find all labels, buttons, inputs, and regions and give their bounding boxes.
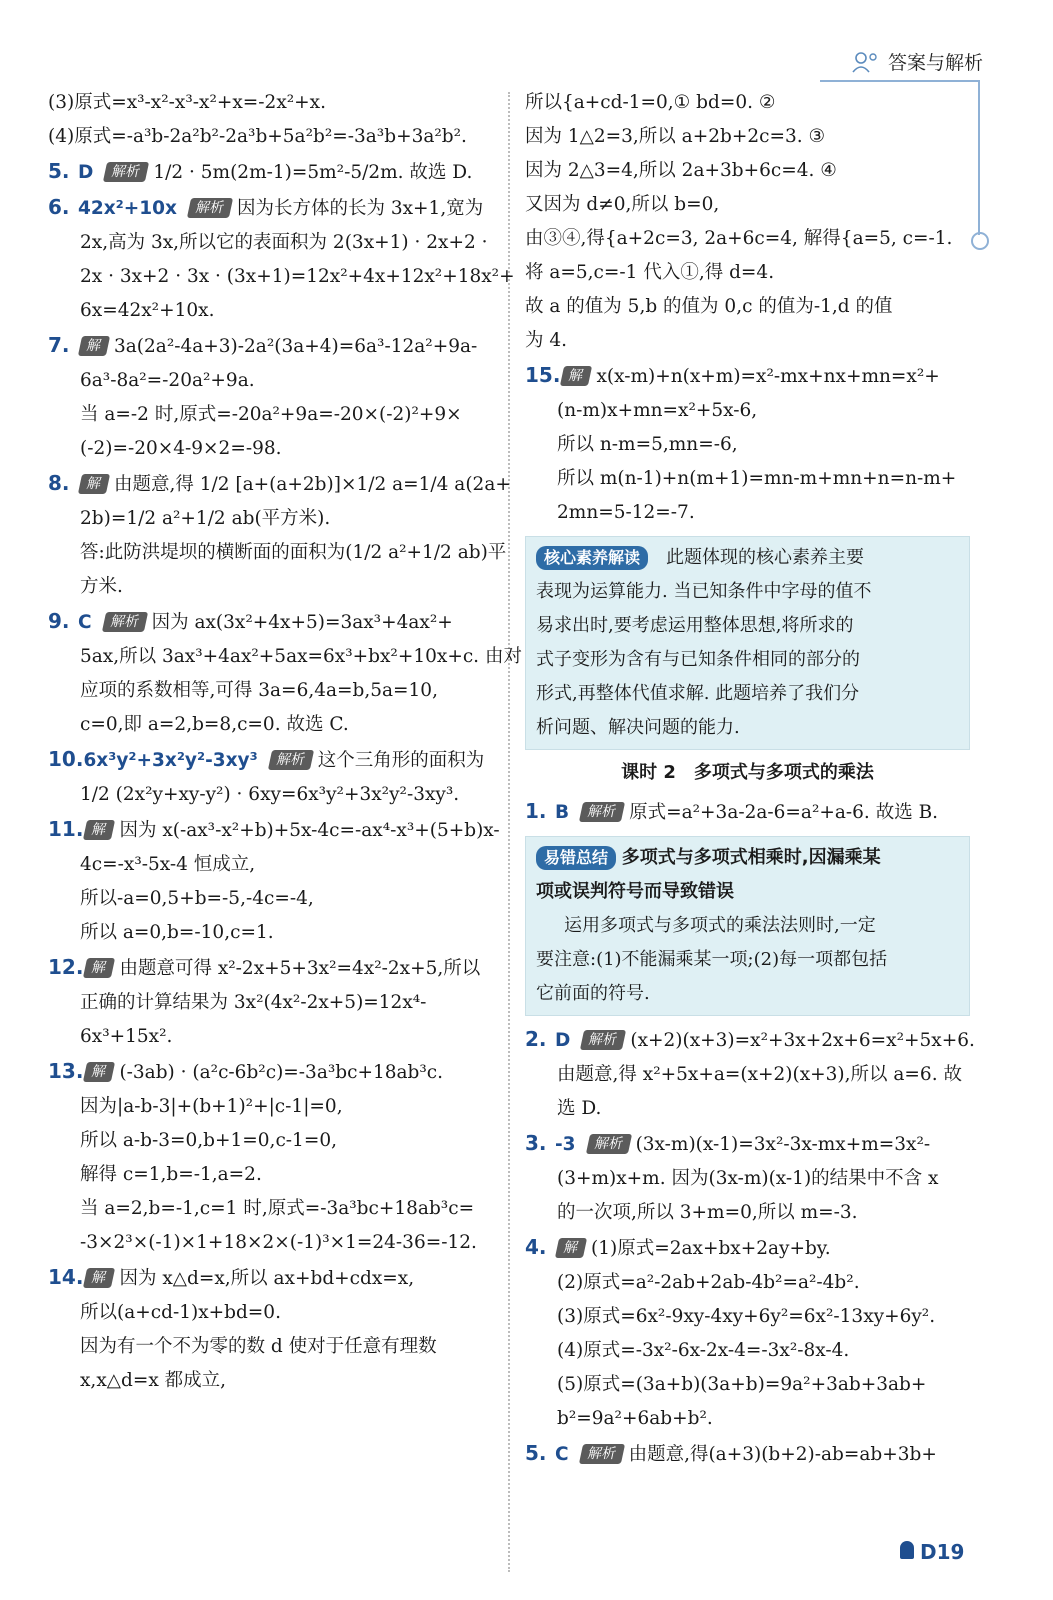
- key-icon: [971, 232, 989, 250]
- answer-choice: D: [555, 1030, 571, 1051]
- line-text: 因为长方体的长为 3x+1,宽为: [236, 198, 484, 219]
- answer-line: [525, 188, 970, 222]
- answer-line: [48, 1260, 498, 1296]
- answer-line: [525, 1196, 970, 1230]
- line-text: 由题意,得(a+3)(b+2)-ab=ab+3b+: [628, 1444, 937, 1465]
- line-text: 应项的系数相等,可得 3a=6,4a=b,5a=10,: [80, 680, 438, 701]
- line-text: 由③④,得{a+2c=3, 2a+6c=4, 解得{a=5, c=-1.: [525, 228, 953, 249]
- answer-line: [48, 154, 498, 190]
- answer-line: [48, 294, 498, 328]
- section-title: 课时 2 多项式与多项式的乘法: [621, 762, 874, 783]
- question-number: 12.: [48, 955, 84, 979]
- answer-line: [48, 708, 498, 742]
- line-text: (5)原式=(3a+b)(3a+b)=9a²+3ab+3ab+: [557, 1374, 927, 1395]
- answer-line: [48, 226, 498, 260]
- line-text: 由题意可得 x²-2x+5+3x²=4x²-2x+5,所以: [119, 958, 481, 979]
- question-number: 8.: [48, 471, 70, 495]
- line-text: 因为 x(-ax³-x²+b)+5x-4c=-ax⁴-x³+(5+b)x-: [119, 820, 500, 841]
- answer-line: [48, 466, 511, 502]
- box-heading: 项或误判符号而导致错误: [536, 881, 734, 902]
- answer-line: [525, 222, 970, 256]
- line-text: 所以{a+cd-1=0,① bd=0. ②: [525, 92, 776, 113]
- answer-line: [525, 86, 970, 120]
- answer-line: [48, 1090, 498, 1124]
- answer-line: [48, 190, 498, 226]
- line-text: 因为有一个不为零的数 d 使对于任意有理数: [80, 1336, 437, 1357]
- line-text: (n-m)x+mn=x²+5x-6,: [557, 400, 758, 421]
- question-number: 4.: [525, 1235, 547, 1259]
- question-number: 11.: [48, 817, 84, 841]
- page-marker-icon: [900, 1541, 914, 1559]
- answer-line: [48, 950, 498, 986]
- line-text: 因为 2△3=4,所以 2a+3b+6c=4. ④: [525, 160, 837, 181]
- analysis-tag: 解析: [580, 1030, 626, 1050]
- answer-line: [48, 604, 498, 640]
- page-header: [852, 48, 983, 75]
- line-text: 所以 m(n-1)+n(m+1)=mn-m+mn+n=n-m+: [557, 468, 957, 489]
- box-text: 析问题、解决问题的能力.: [536, 717, 740, 738]
- answer-line: [525, 1092, 970, 1126]
- line-text: 将 a=5,c=-1 代入①,得 d=4.: [525, 262, 775, 283]
- question-number: 9.: [48, 609, 70, 633]
- line-text: -3×2³×(-1)×1+18×2×(-1)³×1=24-36=-12.: [80, 1232, 477, 1253]
- right-column: [525, 86, 975, 1472]
- answer-line: [525, 1300, 970, 1334]
- line-text: 2mn=5-12=-7.: [557, 502, 695, 523]
- answer-line: [525, 120, 970, 154]
- question-number: 6.: [48, 195, 70, 219]
- answer-line: [525, 324, 970, 358]
- solution-tag: 解: [560, 366, 592, 386]
- solution-tag: 解: [83, 958, 115, 978]
- answer-choice: C: [78, 612, 92, 633]
- answer-line: [48, 1158, 498, 1192]
- analysis-tag: 解析: [187, 198, 233, 218]
- line-text: x(x-m)+n(x+m)=x²-mx+nx+mn=x²+: [596, 366, 940, 387]
- answer-choice: C: [555, 1444, 569, 1465]
- answer-line: [48, 1020, 498, 1054]
- answer-line: [525, 428, 970, 462]
- answer-line: [48, 1124, 498, 1158]
- solution-tag: 解: [83, 1062, 115, 1082]
- line-text: 6x³+15x².: [80, 1026, 173, 1047]
- line-text: (2)原式=a²-2ab+2ab-4b²=a²-4b².: [557, 1272, 860, 1293]
- question-number: 3.: [525, 1131, 547, 1155]
- answer-line: [48, 674, 498, 708]
- answer-line: [48, 260, 515, 294]
- answer-line: [525, 1402, 970, 1436]
- question-number: 14.: [48, 1265, 84, 1289]
- page-number: D19: [920, 1540, 965, 1564]
- line-text: 所以(a+cd-1)x+bd=0.: [80, 1302, 281, 1323]
- question-number: 2.: [525, 1027, 547, 1051]
- answer-choice: -3: [555, 1134, 576, 1155]
- answer-line: [48, 1226, 498, 1260]
- answer-line: [48, 1330, 498, 1364]
- answer-line: [525, 1022, 975, 1058]
- answer-line: [48, 86, 498, 120]
- answer-line: [48, 1364, 498, 1398]
- line-text: 所以 a-b-3=0,b+1=0,c-1=0,: [80, 1130, 337, 1151]
- line-text: 解得 c=1,b=-1,a=2.: [80, 1164, 262, 1185]
- line-text: (x+2)(x+3)=x²+3x+2x+6=x²+5x+6.: [630, 1030, 975, 1051]
- answer-line: [525, 1126, 970, 1162]
- line-text: 6x=42x²+10x.: [80, 300, 215, 321]
- answer-line: [48, 1296, 498, 1330]
- line-text: b²=9a²+6ab+b².: [557, 1408, 713, 1429]
- line-text: (4)原式=-a³b-2a²b²-2a³b+5a²b²=-3a³b+3a²b².: [48, 126, 467, 147]
- line-text: 2x · 3x+2 · 3x · (3x+1)=12x²+4x+12x²+18x²+: [80, 266, 515, 287]
- left-column: [48, 86, 522, 1398]
- line-text: 由题意,得 1/2 [a+(a+2b)]×1/2 a=1/4 a(2a+: [114, 474, 511, 495]
- core-literacy-box: [525, 536, 970, 750]
- answer-choice: 6x³y²+3x²y²-3xy³: [83, 750, 258, 771]
- analysis-tag: 解析: [101, 612, 147, 632]
- column-divider: [508, 92, 510, 1572]
- solution-tag: 解: [78, 336, 110, 356]
- line-text: 2b)=1/2 a²+1/2 ab(平方米).: [80, 508, 331, 529]
- answer-choice: 42x²+10x: [78, 198, 177, 219]
- answer-line: [48, 848, 498, 882]
- box-heading: 多项式与多项式相乘时,因漏乘某: [621, 847, 881, 868]
- question-number: 5.: [525, 1441, 547, 1465]
- question-number: 1.: [525, 799, 547, 823]
- answer-line: [525, 496, 970, 530]
- line-text: (3x-m)(x-1)=3x²-3x-mx+m=3x²-: [635, 1134, 931, 1155]
- line-text: 1/2 · 5m(2m-1)=5m²-5/2m. 故选 D.: [153, 162, 473, 183]
- line-text: (-2)=-20×4-9×2=-98.: [80, 438, 282, 459]
- answer-line: [525, 462, 970, 496]
- line-text: 因为 ax(3x²+4x+5)=3ax³+4ax²+: [151, 612, 453, 633]
- line-text: 当 a=2,b=-1,c=1 时,原式=-3a³bc+18ab³c=: [80, 1198, 475, 1219]
- answer-line: [525, 394, 970, 428]
- box-title: 核心素养解读: [536, 546, 648, 570]
- answer-line: [525, 1334, 970, 1368]
- line-text: 当 a=-2 时,原式=-20a²+9a=-20×(-2)²+9×: [80, 404, 462, 425]
- box-text: 式子变形为含有与已知条件相同的部分的: [536, 649, 860, 670]
- solution-tag: 解: [78, 474, 110, 494]
- header-side-rule: [978, 80, 980, 235]
- box-line: [536, 841, 959, 875]
- box-text: 易求出时,要考虑运用整体思想,将所求的: [536, 615, 854, 636]
- answer-line: [48, 812, 498, 848]
- answer-line: [48, 536, 507, 570]
- line-text: 3a(2a²-4a+3)-2a²(3a+4)=6a³-12a²+9a-: [114, 336, 478, 357]
- answer-line: [48, 432, 498, 466]
- box-text: 要注意:(1)不能漏乘某一项;(2)每一项都包括: [536, 949, 888, 970]
- line-text: (-3ab) · (a²c-6b²c)=-3a³bc+18ab³c.: [119, 1062, 444, 1083]
- solution-tag: 解: [555, 1238, 587, 1258]
- line-text: (4)原式=-3x²-6x-2x-4=-3x²-8x-4.: [557, 1340, 850, 1361]
- line-text: (3+m)x+m. 因为(3x-m)(x-1)的结果中不含 x: [557, 1168, 939, 1189]
- line-text: 的一次项,所以 3+m=0,所以 m=-3.: [557, 1202, 858, 1223]
- error-summary-box: [525, 836, 970, 1016]
- line-text: x,x△d=x 都成立,: [80, 1370, 227, 1391]
- line-text: 故 a 的值为 5,b 的值为 0,c 的值为-1,d 的值: [525, 296, 893, 317]
- person-icon: [852, 51, 878, 73]
- header-rule: [820, 80, 980, 82]
- line-text: 所以 a=0,b=-10,c=1.: [80, 922, 274, 943]
- analysis-tag: 解析: [268, 750, 314, 770]
- line-text: 方米.: [80, 576, 123, 597]
- line-text: 这个三角形的面积为: [317, 750, 485, 771]
- answer-line: [48, 640, 522, 674]
- answer-line: [525, 1266, 970, 1300]
- answer-choice: B: [555, 802, 570, 823]
- answer-line: [48, 1192, 498, 1226]
- analysis-tag: 解析: [585, 1134, 631, 1154]
- solution-tag: 解: [83, 820, 115, 840]
- question-number: 10.: [48, 747, 84, 771]
- answer-line: [48, 364, 498, 398]
- line-text: 答:此防洪堤坝的横断面的面积为(1/2 a²+1/2 ab)平: [80, 542, 507, 563]
- answer-line: [48, 398, 498, 432]
- box-text: 形式,再整体代值求解. 此题培养了我们分: [536, 683, 860, 704]
- answer-line: [525, 794, 970, 830]
- question-number: 15.: [525, 363, 561, 387]
- line-text: 1/2 (2x²y+xy-y²) · 6xy=6x³y²+3x²y²-3xy³.: [80, 784, 460, 805]
- answer-line: [525, 1230, 970, 1266]
- answer-line: [48, 778, 498, 812]
- line-text: 因为|a-b-3|+(b+1)²+|c-1|=0,: [80, 1096, 343, 1117]
- answer-choice: D: [78, 162, 94, 183]
- line-text: 6a³-8a²=-20a²+9a.: [80, 370, 255, 391]
- answer-line: [48, 986, 498, 1020]
- line-text: (3)原式=x³-x²-x³-x²+x=-2x²+x.: [48, 92, 326, 113]
- answer-line: [525, 1368, 970, 1402]
- box-text: 表现为运算能力. 当已知条件中字母的值不: [536, 581, 872, 602]
- line-text: c=0,即 a=2,b=8,c=0. 故选 C.: [80, 714, 349, 735]
- line-text: 因为 x△d=x,所以 ax+bd+cdx=x,: [119, 1268, 415, 1289]
- answer-line: [525, 154, 970, 188]
- answer-line: [48, 742, 498, 778]
- line-text: (1)原式=2ax+bx+2ay+by.: [591, 1238, 831, 1259]
- answer-line: [525, 290, 970, 324]
- question-number: 7.: [48, 333, 70, 357]
- line-text: 又因为 d≠0,所以 b=0,: [525, 194, 720, 215]
- line-text: 2x,高为 3x,所以它的表面积为 2(3x+1) · 2x+2 ·: [80, 232, 488, 253]
- answer-line: [48, 328, 498, 364]
- analysis-tag: 解析: [579, 802, 625, 822]
- answer-line: [48, 882, 498, 916]
- box-text: 运用多项式与多项式的乘法法则时,一定: [564, 915, 876, 936]
- line-text: 原式=a²+3a-2a-6=a²+a-6. 故选 B.: [629, 802, 939, 823]
- solution-tag: 解: [83, 1268, 115, 1288]
- line-text: 因为 1△2=3,所以 a+2b+2c=3. ③: [525, 126, 826, 147]
- line-text: 所以 n-m=5,mn=-6,: [557, 434, 738, 455]
- answer-line: [48, 502, 498, 536]
- line-text: 5ax,所以 3ax³+4ax²+5ax=6x³+bx²+10x+c. 由对: [80, 646, 522, 667]
- analysis-tag: 解析: [578, 1444, 624, 1464]
- line-text: 由题意,得 x²+5x+a=(x+2)(x+3),所以 a=6. 故: [557, 1064, 962, 1085]
- box-text: 此题体现的核心素养主要: [666, 547, 865, 568]
- answer-line: [525, 256, 970, 290]
- answer-line: [525, 1436, 970, 1472]
- answer-line: [48, 570, 498, 604]
- question-number: 13.: [48, 1059, 84, 1083]
- answer-line: [48, 916, 498, 950]
- box-text: 它前面的符号.: [536, 983, 650, 1004]
- line-text: 正确的计算结果为 3x²(4x²-2x+5)=12x⁴-: [80, 992, 427, 1013]
- header-title: 答案与解析: [887, 52, 983, 74]
- question-number: 5.: [48, 159, 70, 183]
- answer-line: [48, 120, 498, 154]
- box-line: [536, 541, 959, 575]
- line-text: (3)原式=6x²-9xy-4xy+6y²=6x²-13xy+6y².: [557, 1306, 936, 1327]
- answer-line: [525, 358, 970, 394]
- line-text: 所以-a=0,5+b=-5,-4c=-4,: [80, 888, 314, 909]
- box-title: 易错总结: [536, 846, 616, 870]
- line-text: 为 4.: [525, 330, 568, 351]
- answer-line: [525, 1162, 970, 1196]
- answer-line: [48, 1054, 498, 1090]
- line-text: 选 D.: [557, 1098, 602, 1119]
- analysis-tag: 解析: [103, 162, 149, 182]
- line-text: 4c=-x³-5x-4 恒成立,: [80, 854, 256, 875]
- answer-line: [525, 1058, 970, 1092]
